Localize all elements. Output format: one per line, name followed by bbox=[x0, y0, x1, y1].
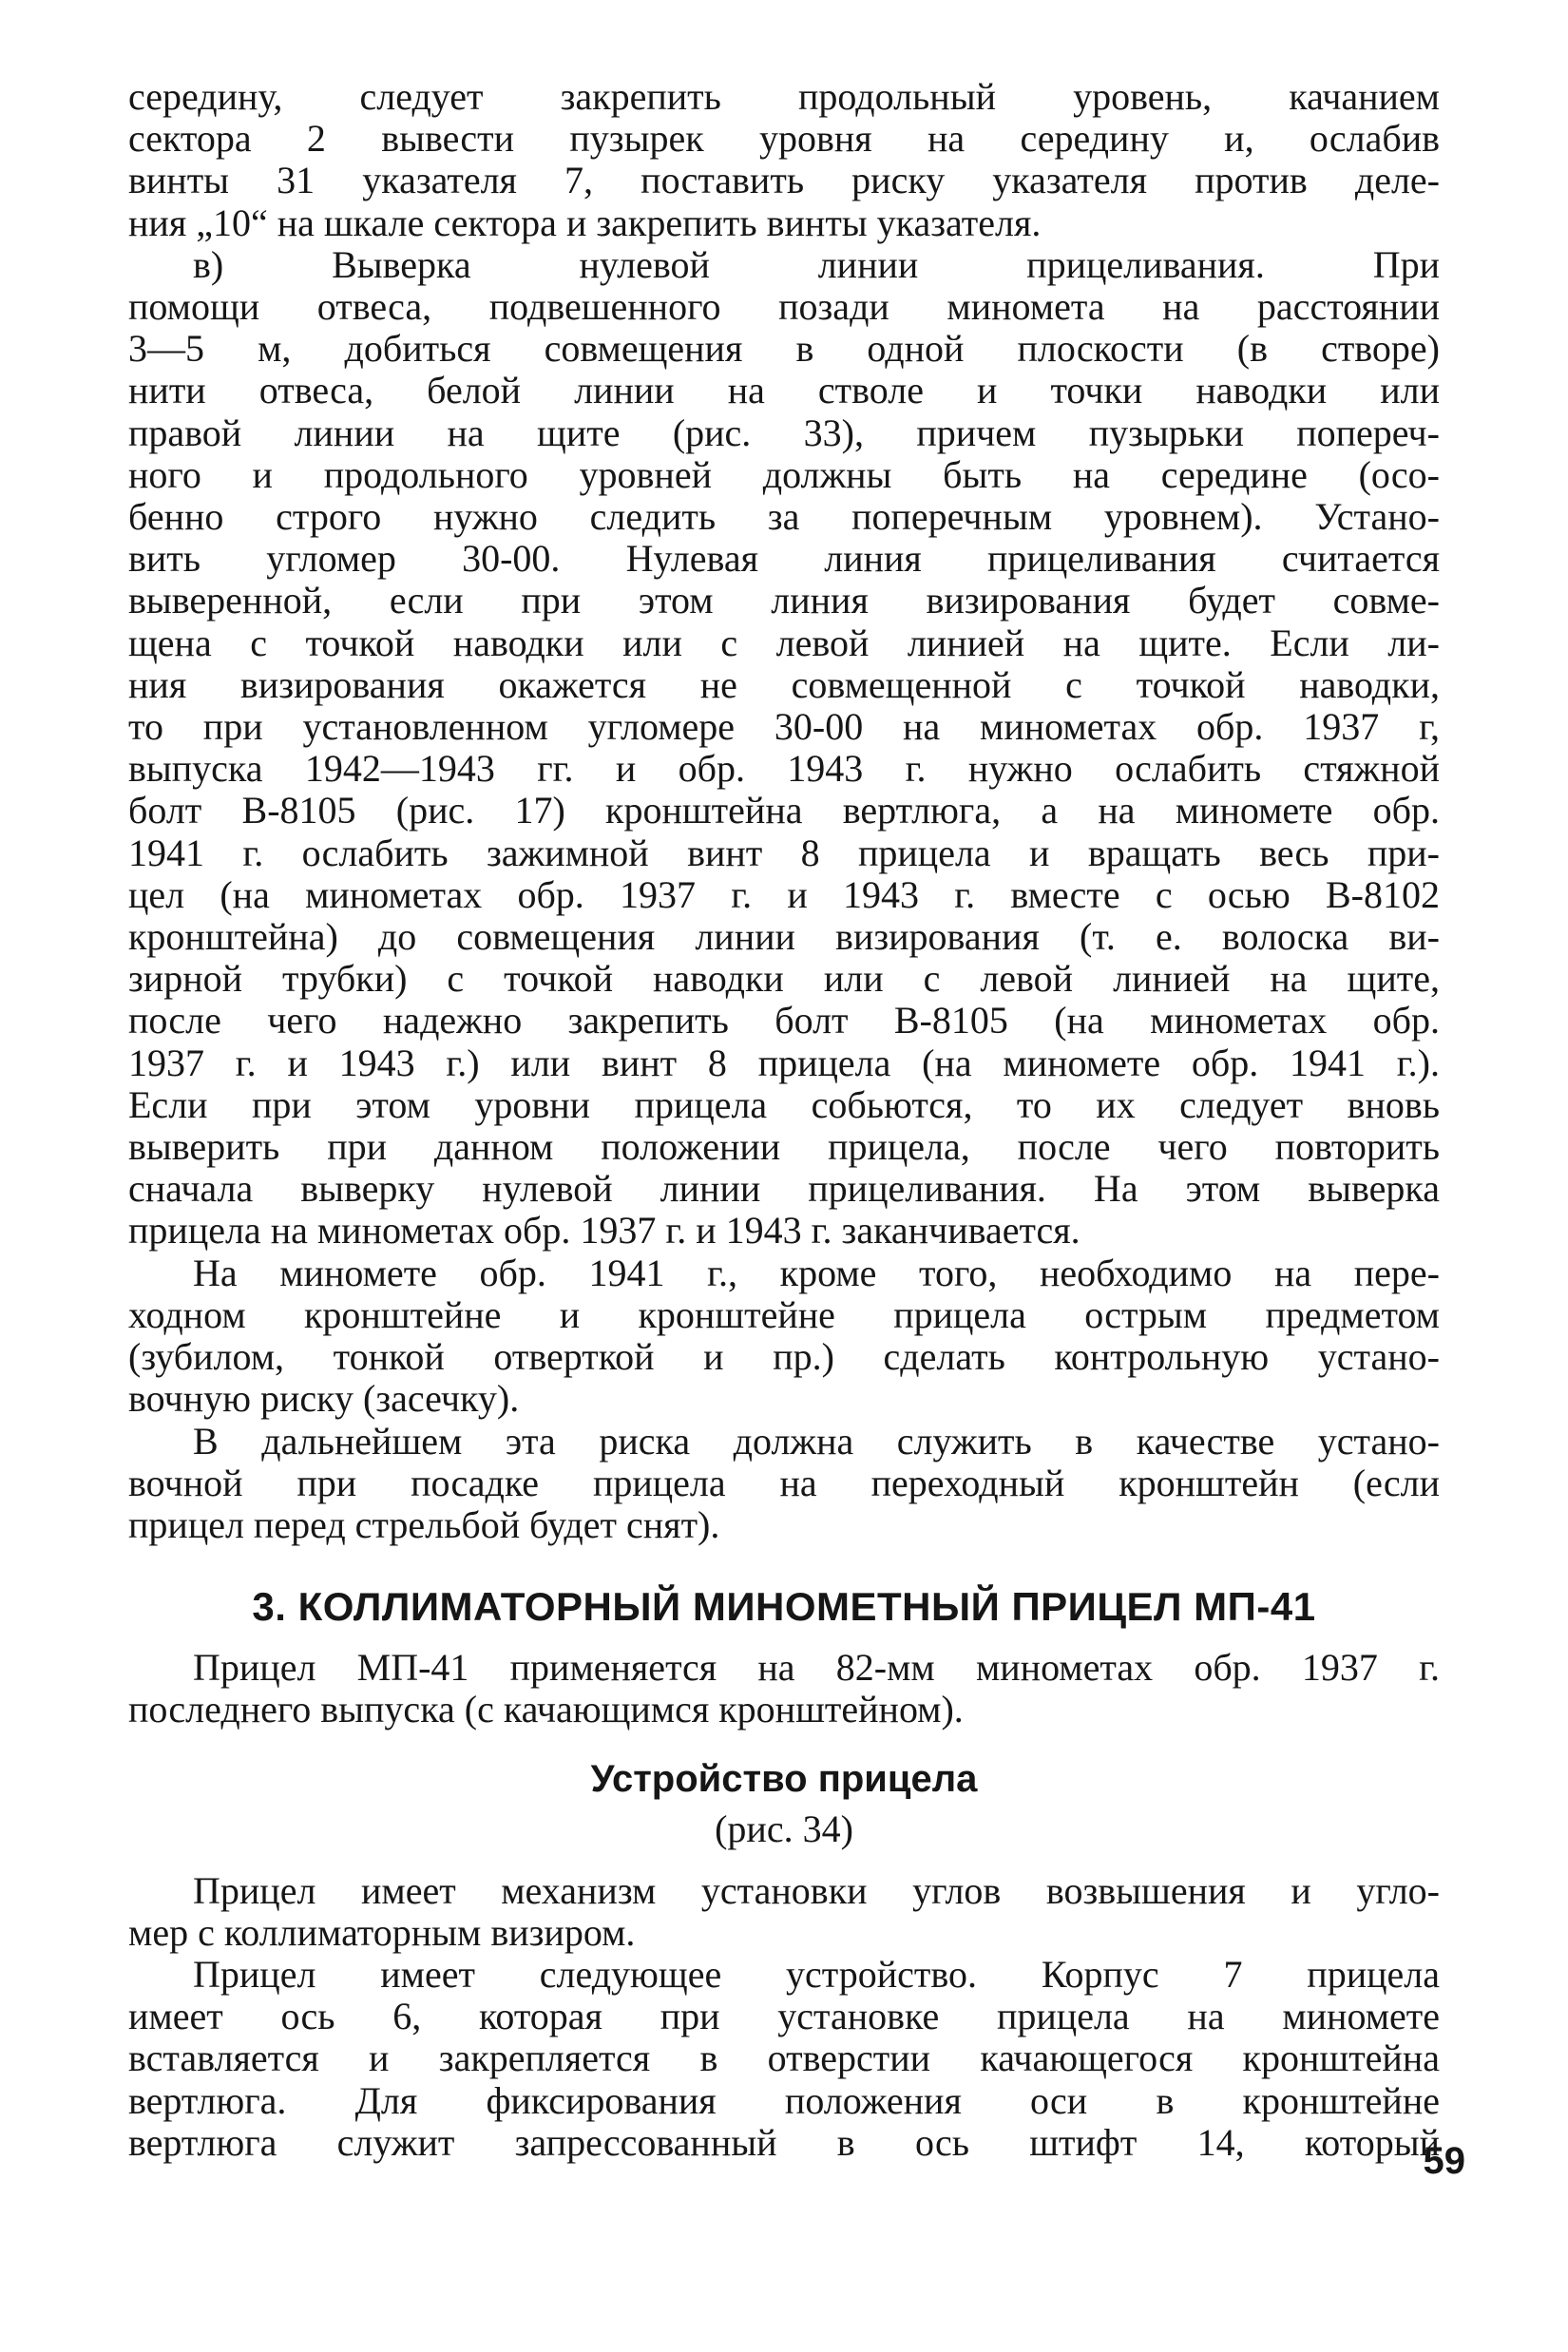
text-line: На миномете обр. 1941 г., кроме того, необходимо на пере- bbox=[193, 1251, 1440, 1294]
paragraph-7 bbox=[128, 1954, 1440, 2164]
text-line: вочную риску (засечку). bbox=[128, 1377, 520, 1421]
text-line: Прицел имеет механизм установки углов возвышения и угло- bbox=[193, 1868, 1440, 1912]
text-line: помощи отвеса, подвешенного позади миномета на расстоянии bbox=[128, 285, 1440, 329]
paragraph-5 bbox=[128, 1647, 1440, 1731]
text-line: ния визирования окажется не совмещенной с точкой наводки, bbox=[128, 662, 1440, 706]
paragraph-4 bbox=[128, 1421, 1440, 1547]
page-number: 59 bbox=[1423, 2140, 1465, 2182]
text-line: сначала выверку нулевой линии прицеливания. На этом выверка bbox=[128, 1167, 1440, 1211]
subsection-heading: Устройство прицела bbox=[590, 1757, 978, 1800]
text-line: выверить при данном положении прицела, после чего повторить bbox=[128, 1125, 1440, 1169]
paragraph-3 bbox=[128, 1252, 1440, 1421]
paragraph-6 bbox=[128, 1870, 1440, 1954]
text-line: сектора 2 вывести пузырек уровня на середину и, ослабив bbox=[128, 117, 1440, 161]
page-body bbox=[128, 76, 1440, 2271]
text-line: вертлюга служит запрессованный в ось штифт 14, который bbox=[128, 2120, 1440, 2164]
text-line: в) Выверка нулевой линии прицеливания. При bbox=[193, 242, 1440, 286]
text-line: ния „10“ на шкале сектора и закрепить винты указателя. bbox=[128, 201, 1042, 244]
text-line: бенно строго нужно следить за поперечным уровнем). Устано- bbox=[128, 495, 1440, 539]
text-line: ходном кронштейне и кронштейне прицела острым предметом bbox=[128, 1292, 1440, 1336]
text-line: последнего выпуска (с качающимся кронштейном). bbox=[128, 1688, 964, 1731]
text-line: цел (на минометах обр. 1937 г. и 1943 г. вместе с осью В-8102 bbox=[128, 872, 1440, 916]
text-line: винты 31 указателя 7, поставить риску указателя против деле- bbox=[128, 159, 1440, 202]
text-line: В дальнейшем эта риска должна служить в качестве устано- bbox=[193, 1419, 1440, 1463]
text-line: 1937 г. и 1943 г.) или винт 8 прицела (на миномете обр. 1941 г.). bbox=[128, 1041, 1440, 1084]
text-line: кронштейна) до совмещения линии визирования (т. е. волоска ви- bbox=[128, 915, 1440, 959]
text-line: щена с точкой наводки или с левой линией на щите. Если ли- bbox=[128, 621, 1440, 664]
text-line: вставляется и закрепляется в отверстии качающегося кронштейна bbox=[128, 2036, 1440, 2080]
text-line: вертлюга. Для фиксирования положения оси в кронштейне bbox=[128, 2078, 1440, 2122]
text-line: нити отвеса, белой линии на стволе и точки наводки или bbox=[128, 369, 1440, 412]
paragraph-1 bbox=[128, 76, 1440, 244]
text-line: имеет ось 6, которая при установке прицела на миномете bbox=[128, 1995, 1440, 2038]
figure-reference: (рис. 34) bbox=[715, 1807, 853, 1850]
text-line: прицела на минометах обр. 1937 г. и 1943 г. заканчивается. bbox=[128, 1209, 1080, 1252]
text-line: выверенной, если при этом линия визирования будет совме- bbox=[128, 579, 1440, 622]
text-line: середину, следует закрепить продольный уровень, качанием bbox=[128, 75, 1440, 118]
text-line: выпуска 1942—1943 гг. и обр. 1943 г. нужно ослабить стяжной bbox=[128, 747, 1440, 791]
text-line: Прицел имеет следующее устройство. Корпус 7 прицела bbox=[193, 1952, 1440, 1996]
section-heading: 3. КОЛЛИМАТОРНЫЙ МИНОМЕТНЫЙ ПРИЦЕЛ МП-41 bbox=[252, 1584, 1316, 1630]
text-line: ного и продольного уровней должны быть на середине (осо- bbox=[128, 452, 1440, 496]
text-line: после чего надежно закрепить болт В-8105 (на минометах обр. bbox=[128, 999, 1440, 1042]
text-line: Если при этом уровни прицела собьются, то их следует вновь bbox=[128, 1082, 1440, 1126]
text-line: правой линии на щите (рис. 33), причем пузырьки попереч- bbox=[128, 411, 1440, 454]
text-line: вочной при посадке прицела на переходный кронштейн (если bbox=[128, 1461, 1440, 1504]
text-line: прицел перед стрельбой будет снят). bbox=[128, 1502, 720, 1546]
text-line: Прицел МП-41 применяется на 82-мм минометах обр. 1937 г. bbox=[193, 1646, 1440, 1690]
text-line: то при установленном угломере 30-00 на минометах обр. 1937 г, bbox=[128, 705, 1440, 749]
text-line: вить угломер 30-00. Нулевая линия прицеливания считается bbox=[128, 537, 1440, 581]
text-line: мер с коллиматорным визиром. bbox=[128, 1910, 636, 1954]
text-line: (зубилом, тонкой отверткой и пр.) сделать контрольную устано- bbox=[128, 1335, 1440, 1379]
paragraph-2 bbox=[128, 244, 1440, 1252]
text-line: болт В-8105 (рис. 17) кронштейна вертлюга, а на миномете обр. bbox=[128, 789, 1440, 832]
text-line: 3—5 м, добиться совмещения в одной плоскости (в створе) bbox=[128, 327, 1440, 371]
text-line: 1941 г. ослабить зажимной винт 8 прицела и вращать весь при- bbox=[128, 831, 1440, 874]
text-line: зирной трубки) с точкой наводки или с левой линией на щите, bbox=[128, 957, 1440, 1001]
